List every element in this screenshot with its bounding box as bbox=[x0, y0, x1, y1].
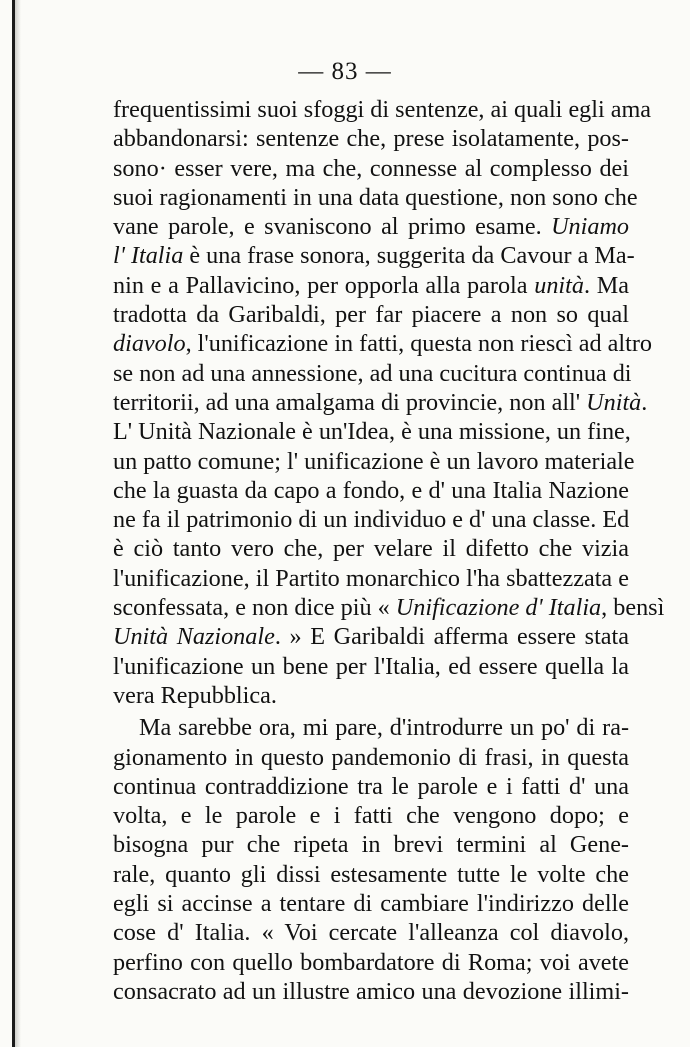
page-edge-shadow bbox=[15, 0, 21, 1047]
text-line: bisogna pur che ripeta in brevi termini al Gene- bbox=[113, 831, 629, 859]
italic-phrase: l' Italia bbox=[113, 242, 184, 270]
text-line: se non ad una annessione, ad una cucitura continua di bbox=[113, 359, 632, 387]
italic-phrase: diavolo bbox=[113, 330, 186, 358]
text-line: consacrato ad un illustre amico una devozione illimi- bbox=[113, 977, 629, 1005]
text-line: Ma sarebbe ora, mi pare, d'introdurre un po' di ra- bbox=[139, 714, 629, 742]
text-line: continua contraddizione tra le parole e i fatti d' una bbox=[113, 772, 629, 800]
italic-phrase: Unità Nazionale bbox=[113, 623, 275, 651]
italic-phrase: Uniamo bbox=[551, 213, 629, 241]
text-line: nin e a Pallavicino, per opporla alla parola unità. Ma bbox=[113, 271, 629, 299]
text-line: perfino con quello bombardatore di Roma; voi avete bbox=[113, 948, 629, 976]
italic-phrase: unità bbox=[534, 271, 584, 299]
text-line: egli si accinse a tentare di cambiare l'indirizzo delle bbox=[113, 890, 629, 918]
text-line: gionamento in questo pandemonio di frasi, in questa bbox=[113, 743, 629, 771]
text-line: abbandonarsi: sentenze che, prese isolatamente, pos- bbox=[113, 125, 629, 153]
text-line: L' Unità Nazionale è un'Idea, è una missione, un fine, bbox=[113, 418, 631, 446]
text-line: territorii, ad una amalgama di provincie, non all' Unità. bbox=[113, 388, 648, 416]
text-line: diavolo, l'unificazione in fatti, questa non riescì ad altro bbox=[113, 330, 653, 358]
text-line: un patto comune; l' unificazione è un lavoro materiale bbox=[113, 447, 635, 475]
text-line: l'unificazione un bene per l'Italia, ed essere quella la bbox=[113, 652, 629, 680]
text-line: l'unificazione, il Partito monarchico l'ha sbattezzata e bbox=[113, 564, 629, 592]
text-line: l' Italia è una frase sonora, suggerita da Cavour a Ma- bbox=[113, 242, 635, 270]
text-line: rale, quanto gli dissi estesamente tutte le volte che bbox=[113, 860, 629, 888]
page-number: — 83 — bbox=[298, 58, 392, 85]
text-line: cose d' Italia. « Voi cercate l'alleanza col diavolo, bbox=[113, 919, 629, 947]
text-line: sono· esser vere, ma che, connesse al complesso dei bbox=[113, 154, 629, 182]
italic-phrase: Unificazione d' Italia bbox=[395, 594, 602, 622]
text-line: suoi ragionamenti in una data questione, non sono che bbox=[113, 183, 638, 211]
text-line: volta, e le parole e i fatti che vengono dopo; e bbox=[113, 802, 629, 830]
italic-phrase: Unità bbox=[586, 388, 642, 416]
body-text bbox=[113, 95, 665, 1006]
text-line: vera Repubblica. bbox=[113, 681, 277, 709]
text-line: Unità Nazionale. » E Garibaldi afferma essere stata bbox=[113, 623, 629, 651]
text-line: tradotta da Garibaldi, per far piacere a non so qual bbox=[113, 301, 629, 329]
text-line: vane parole, e svaniscono al primo esame. Uniamo bbox=[113, 213, 629, 241]
text-line: è ciò tanto vero che, per velare il difetto che vizia bbox=[113, 535, 629, 563]
text-line: che la guasta da capo a fondo, e d' una Italia Nazione bbox=[113, 476, 629, 504]
text-line: frequentissimi suoi sfoggi di sentenze, ai quali egli ama bbox=[113, 96, 652, 123]
text-line: sconfessata, e non dice più « Unificazione d' Italia, bensì bbox=[113, 594, 665, 622]
text-line: ne fa il patrimonio di un individuo e d' una classe. Ed bbox=[113, 506, 630, 534]
